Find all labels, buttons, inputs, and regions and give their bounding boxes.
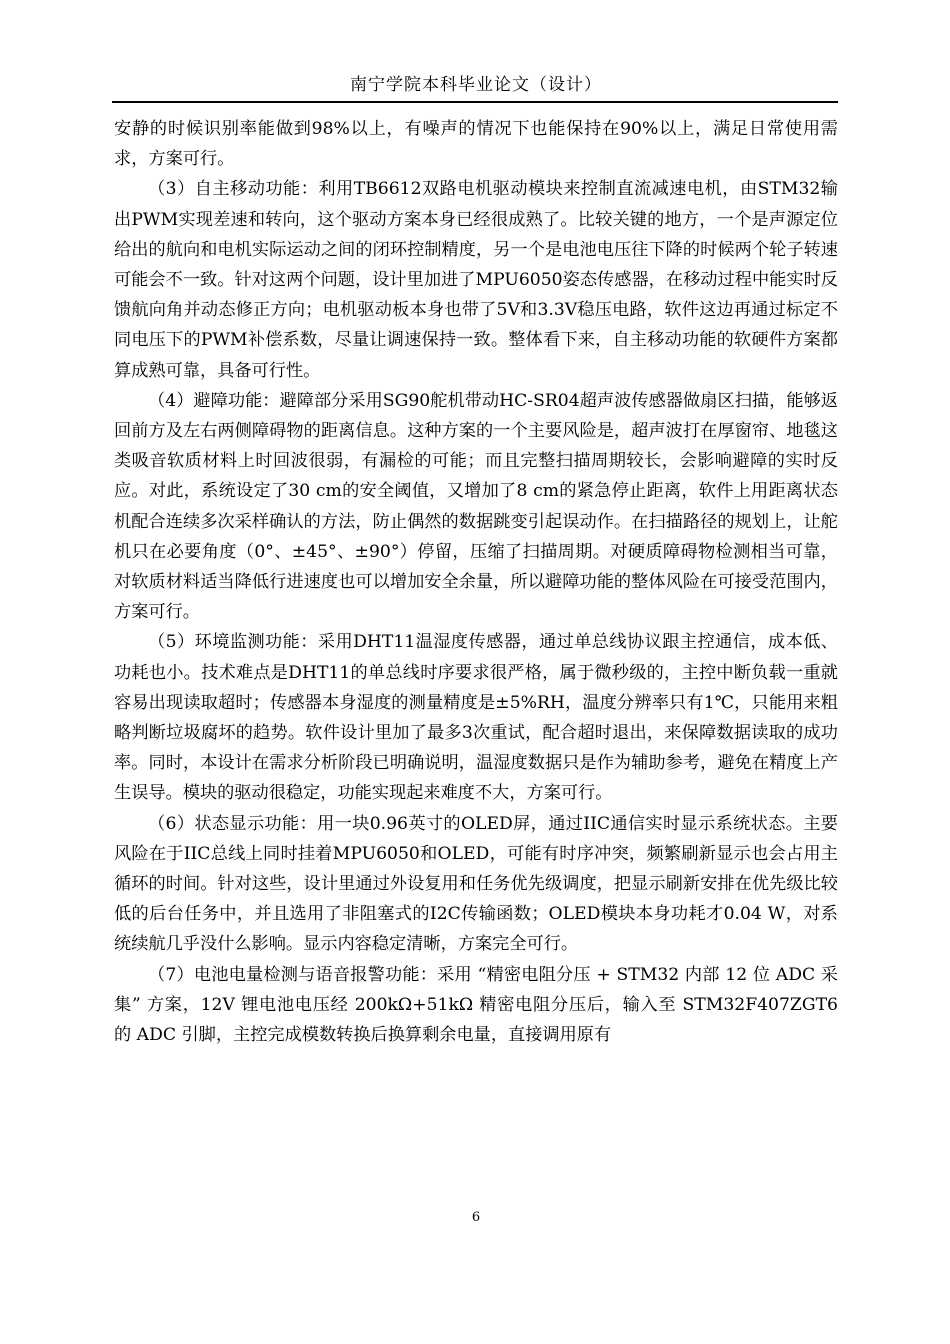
paragraph-environment-monitoring: （5）环境监测功能：采用DHT11温湿度传感器，通过单总线协议跟主控通信，成本低、功耗也小。技术难点是DHT11的单总线时序要求很严格，属于微秒级的，主控中断负载一重就容易出现读取超时；传感器本身湿度的测量精度是±5%RH，温度分辨率只有1℃，只能用来粗略判断垃圾腐坏的趋势。软件设计里加了最多3次重试，配合超时退出，来保障数据读取的成功率。同时，本设计在需求分析阶段已明确说明，温湿度数据只是作为辅助参考，避免在精度上产生误导。模块的驱动很稳定，功能实现起来难度不大，方案可行。: [114, 632, 838, 804]
body-text: [114, 114, 838, 1050]
paragraph-continuation: 安静的时候识别率能做到98%以上，有噪声的情况下也能保持在90%以上，满足日常使用需求，方案可行。: [114, 119, 838, 170]
running-header: 南宁学院本科毕业论文（设计）: [350, 75, 602, 95]
paragraph-status-display: （6）状态显示功能：用一块0.96英寸的OLED屏，通过IIC通信实时显示系统状态。主要风险在于IIC总线上同时挂着MPU6050和OLED，可能有时序冲突，频繁刷新显示也会占用主循环的时间。针对这些，设计里通过外设复用和任务优先级调度，把显示刷新安排在优先级比较低的后台任务中，并且选用了非阻塞式的I2C传输函数；OLED模块本身功耗才0.04 W，对系统续航几乎没什么影响。显示内容稳定清晰，方案完全可行。: [114, 813, 838, 955]
paragraph-battery-detection: （7）电池电量检测与语音报警功能：采用 “精密电阻分压 + STM32 内部 12 位 ADC 采集” 方案，12V 锂电池电压经 200kΩ+51kΩ 精密电阻分压后，输入至 STM32F407ZGT6 的 ADC 引脚，主控完成模数转换后换算剩余电量，直接调用原有: [114, 964, 838, 1046]
paragraph-obstacle-avoidance: （4）避障功能：避障部分采用SG90舵机带动HC-SR04超声波传感器做扇区扫描，能够返回前方及左右两侧障碍物的距离信息。这种方案的一个主要风险是，超声波打在厚窗帘、地毯这类吸音软质材料上时回波很弱，有漏检的可能；而且完整扫描周期较长，会影响避障的实时反应。对此，系统设定了30 cm的安全阈值，又增加了8 cm的紧急停止距离，软件上用距离状态机配合连续多次采样确认的方法，防止偶然的数据跳变引起误动作。在扫描路径的规划上，让舵机只在必要角度（0°、±45°、±90°）停留，压缩了扫描周期。对硬质障碍物检测相当可靠，对软质材料适当降低行进速度也可以增加安全余量，所以避障功能的整体风险在可接受范围内，方案可行。: [114, 390, 838, 623]
header-divider: [112, 101, 838, 103]
page-number: 6: [471, 1210, 481, 1225]
paragraph-autonomous-movement: （3）自主移动功能：利用TB6612双路电机驱动模块来控制直流减速电机，由STM32输出PWM实现差速和转向，这个驱动方案本身已经很成熟了。比较关键的地方，一个是声源定位给出的航向和电机实际运动之间的闭环控制精度，另一个是电池电压往下降的时候两个轮子转速可能会不一致。针对这两个问题，设计里加进了MPU6050姿态传感器，在移动过程中能实时反馈航向角并动态修正方向；电机驱动板本身也带了5V和3.3V稳压电路，软件这边再通过标定不同电压下的PWM补偿系数，尽量让调速保持一致。整体看下来，自主移动功能的软硬件方案都算成熟可靠，具备可行性。: [114, 179, 838, 381]
